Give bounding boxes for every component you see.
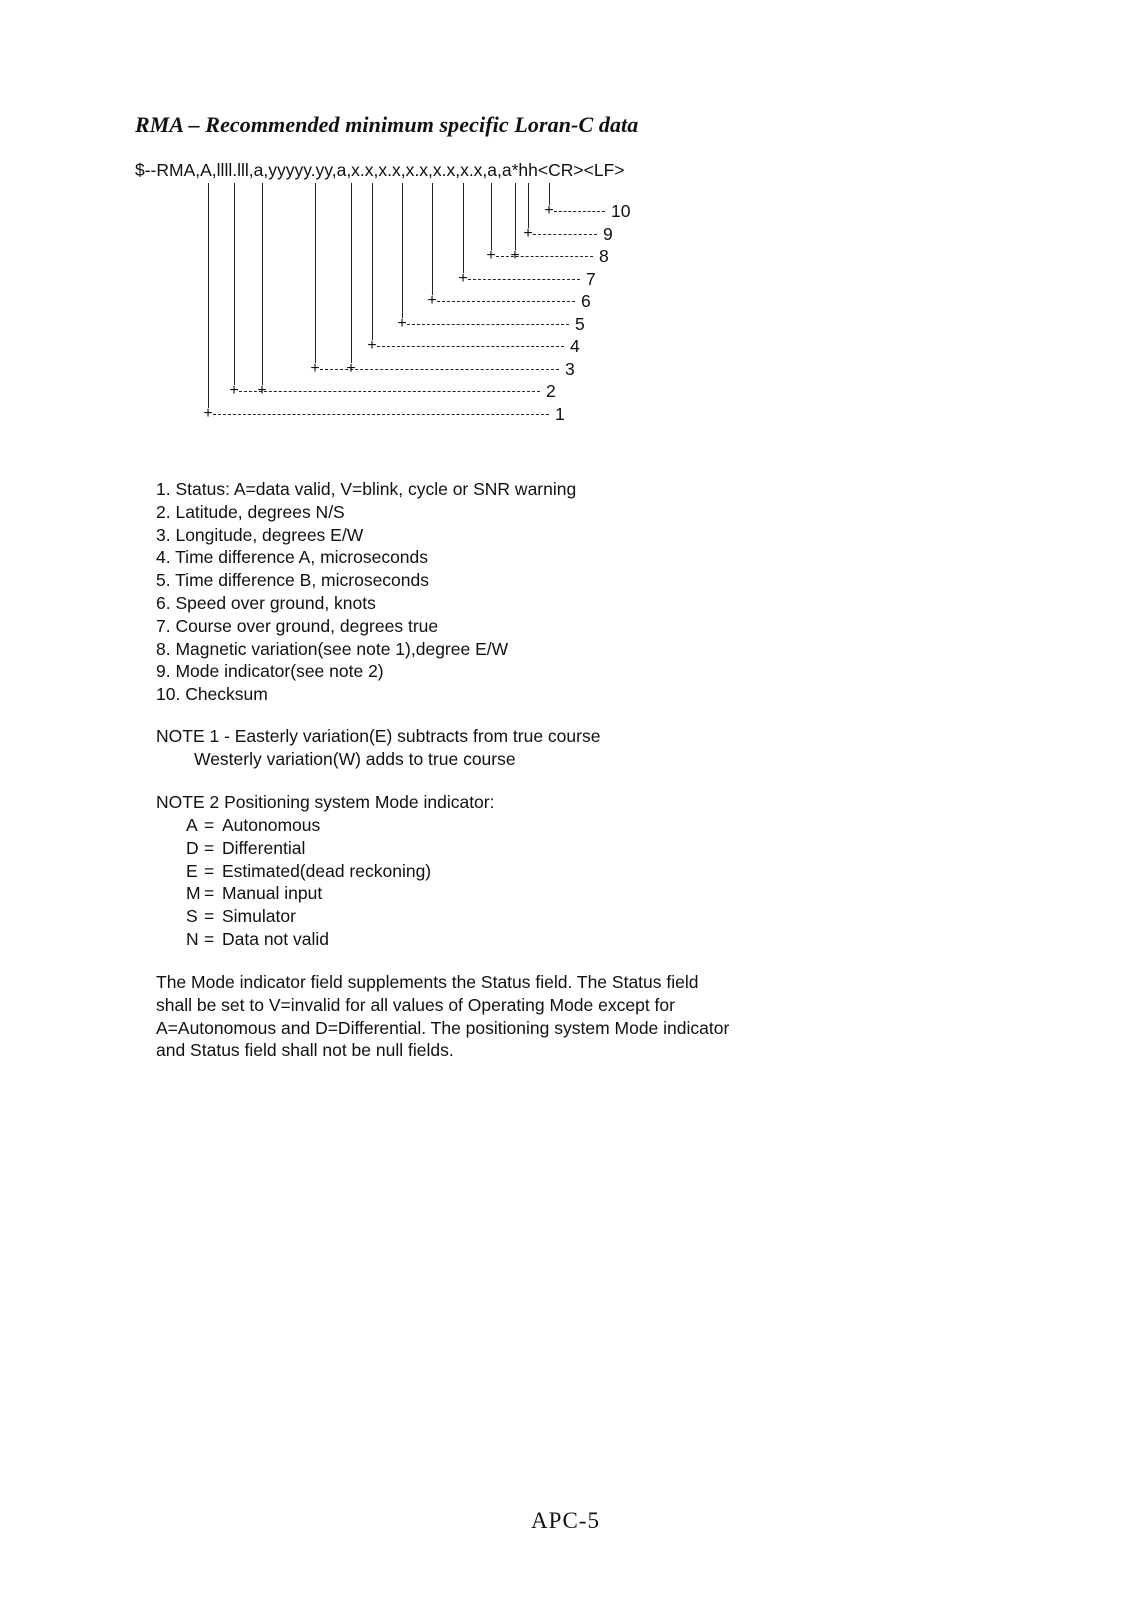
diagram-connector-horizontal bbox=[239, 391, 540, 392]
mode-desc: Data not valid bbox=[222, 928, 330, 949]
note-1 bbox=[156, 725, 600, 771]
diagram-junction: + bbox=[523, 224, 533, 242]
paragraph-line: shall be set to V=invalid for all values of Operating Mode except for bbox=[156, 994, 675, 1015]
diagram-connector-horizontal bbox=[437, 301, 575, 302]
diagram-field-number: 9 bbox=[603, 223, 613, 244]
mode-code: M bbox=[186, 883, 201, 904]
diagram-field-number: 6 bbox=[581, 291, 591, 311]
diagram-connector-horizontal bbox=[554, 211, 605, 212]
mode-item bbox=[186, 882, 431, 905]
diagram-connector-vertical bbox=[262, 183, 263, 385]
mode-desc: Autonomous bbox=[222, 815, 321, 835]
diagram-field-number: 4 bbox=[570, 336, 580, 356]
diagram-connector-vertical bbox=[528, 183, 529, 228]
field-item: 5. Time difference B, microseconds bbox=[156, 570, 429, 591]
mode-equals: = bbox=[204, 928, 215, 949]
diagram-connector-horizontal bbox=[320, 369, 559, 370]
mode-code: S bbox=[186, 906, 198, 927]
diagram-junction: + bbox=[367, 337, 377, 354]
diagram-junction: + bbox=[229, 382, 239, 399]
diagram-connector-vertical bbox=[208, 183, 209, 408]
diagram-connector-vertical bbox=[234, 183, 235, 385]
field-item: 7. Course over ground, degrees true bbox=[156, 615, 439, 636]
note-2-heading: NOTE 2 Positioning system Mode indicator: bbox=[156, 792, 495, 812]
diagram-junction: + bbox=[203, 404, 213, 422]
field-list bbox=[156, 478, 576, 706]
diagram-connector-vertical bbox=[515, 183, 516, 250]
note-1-line-2: Westerly variation(W) adds to true course bbox=[194, 748, 516, 769]
field-item: 9. Mode indicator(see note 2) bbox=[156, 661, 384, 682]
field-item: 8. Magnetic variation(see note 1),degree E/W bbox=[156, 638, 509, 659]
mode-paragraph bbox=[156, 971, 796, 1062]
mode-item bbox=[186, 814, 431, 837]
diagram-junction: + bbox=[310, 359, 320, 377]
mode-code: D bbox=[186, 837, 199, 858]
mode-item bbox=[186, 837, 431, 860]
page-title: RMA – Recommended minimum specific Loran-C data bbox=[135, 112, 639, 137]
mode-item bbox=[186, 928, 431, 951]
diagram-connector-horizontal bbox=[377, 346, 564, 347]
diagram-junction: + bbox=[510, 247, 520, 264]
diagram-connector-vertical bbox=[351, 183, 352, 363]
sentence-format: $--RMA,A,llll.lll,a,yyyyy.yy,a,x.x,x.x,x.x,x.x,x.x,a,a*hh<CR><LF> bbox=[135, 160, 625, 180]
paragraph-line: The Mode indicator field supplements the Status field. The Status field bbox=[156, 972, 699, 992]
diagram-junction: + bbox=[458, 269, 468, 287]
mode-desc: Estimated(dead reckoning) bbox=[222, 860, 432, 881]
diagram-connector-vertical bbox=[432, 183, 433, 295]
mode-list bbox=[186, 814, 431, 951]
field-diagram bbox=[135, 183, 695, 443]
mode-item bbox=[186, 905, 431, 928]
diagram-connector-vertical bbox=[491, 183, 492, 250]
mode-desc: Simulator bbox=[222, 906, 296, 927]
field-item: 1. Status: A=data valid, V=blink, cycle or SNR warning bbox=[156, 479, 577, 499]
diagram-connector-vertical bbox=[315, 183, 316, 363]
diagram-field-number: 8 bbox=[599, 246, 609, 266]
diagram-field-number: 1 bbox=[555, 403, 565, 424]
diagram-junction: + bbox=[346, 359, 356, 377]
diagram-connector-vertical bbox=[372, 183, 373, 340]
diagram-connector-horizontal bbox=[213, 414, 549, 415]
paragraph-line: A=Autonomous and D=Differential. The positioning system Mode indicator bbox=[156, 1017, 730, 1038]
diagram-junction: + bbox=[486, 247, 496, 264]
diagram-connector-horizontal bbox=[468, 279, 580, 280]
page-number: APC-5 bbox=[531, 1508, 600, 1533]
diagram-connector-horizontal bbox=[533, 234, 597, 235]
mode-item bbox=[186, 860, 431, 883]
mode-equals: = bbox=[204, 837, 215, 858]
diagram-connector-horizontal bbox=[407, 324, 569, 325]
paragraph-line: and Status field shall not be null fields. bbox=[156, 1040, 454, 1061]
mode-code: A bbox=[186, 815, 198, 835]
mode-desc: Manual input bbox=[222, 883, 323, 904]
diagram-junction: + bbox=[544, 202, 554, 219]
diagram-field-number: 10 bbox=[611, 201, 631, 221]
diagram-field-number: 7 bbox=[586, 268, 596, 289]
mode-code: E bbox=[186, 860, 198, 881]
mode-equals: = bbox=[204, 815, 215, 835]
field-item: 2. Latitude, degrees N/S bbox=[156, 501, 345, 522]
mode-equals: = bbox=[204, 860, 215, 881]
diagram-connector-vertical bbox=[463, 183, 464, 273]
mode-equals: = bbox=[204, 906, 215, 927]
diagram-junction: + bbox=[427, 292, 437, 309]
mode-desc: Differential bbox=[222, 837, 306, 858]
diagram-junction: + bbox=[257, 382, 267, 399]
diagram-field-number: 2 bbox=[546, 381, 556, 401]
mode-equals: = bbox=[204, 883, 215, 904]
diagram-field-number: 5 bbox=[575, 313, 585, 334]
field-item: 3. Longitude, degrees E/W bbox=[156, 524, 364, 545]
field-item: 6. Speed over ground, knots bbox=[156, 592, 376, 613]
field-item: 10. Checksum bbox=[156, 684, 268, 705]
diagram-connector-vertical bbox=[402, 183, 403, 318]
diagram-field-number: 3 bbox=[565, 358, 575, 379]
note-1-line-1: NOTE 1 - Easterly variation(E) subtracts from true course bbox=[156, 726, 601, 746]
diagram-junction: + bbox=[397, 314, 407, 332]
mode-code: N bbox=[186, 928, 199, 949]
field-item: 4. Time difference A, microseconds bbox=[156, 547, 429, 568]
